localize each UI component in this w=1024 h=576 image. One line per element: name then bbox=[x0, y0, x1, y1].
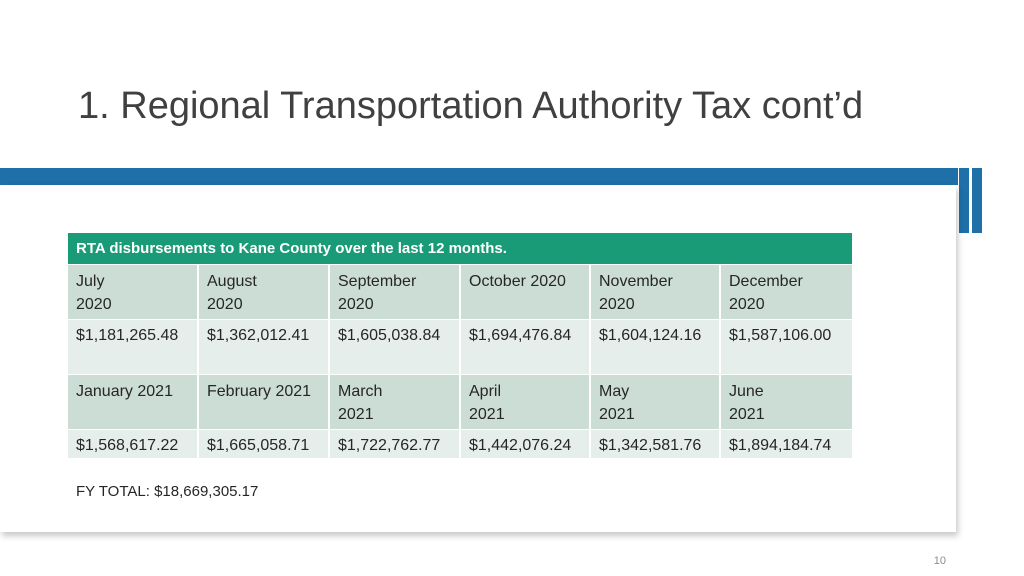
slide-title: 1. Regional Transportation Authority Tax cont’d bbox=[78, 85, 864, 127]
month-cell: August 2020 bbox=[199, 265, 330, 320]
accent-bar-left bbox=[959, 168, 969, 233]
month-cell: December 2020 bbox=[721, 265, 852, 320]
month-cell: January 2021 bbox=[68, 375, 199, 430]
amount-cell: $1,362,012.41 bbox=[199, 320, 330, 375]
table-row-amounts-h2 bbox=[68, 430, 852, 459]
header-divider-bar bbox=[0, 168, 958, 185]
month-cell: April 2021 bbox=[461, 375, 591, 430]
month-cell: March 2021 bbox=[330, 375, 461, 430]
table-row-months-h1 bbox=[68, 265, 852, 320]
month-cell: February 2021 bbox=[199, 375, 330, 430]
table-row-amounts-h1 bbox=[68, 320, 852, 375]
month-cell: October 2020 bbox=[461, 265, 591, 320]
month-cell: May 2021 bbox=[591, 375, 721, 430]
month-cell: July 2020 bbox=[68, 265, 199, 320]
table-caption: RTA disbursements to Kane County over the last 12 months. bbox=[68, 233, 852, 265]
amount-cell: $1,568,617.22 bbox=[68, 430, 199, 459]
amount-cell: $1,605,038.84 bbox=[330, 320, 461, 375]
amount-cell: $1,604,124.16 bbox=[591, 320, 721, 375]
month-cell: June 2021 bbox=[721, 375, 852, 430]
table-row-months-h2 bbox=[68, 375, 852, 430]
disbursement-table bbox=[68, 233, 852, 459]
month-cell: November 2020 bbox=[591, 265, 721, 320]
amount-cell: $1,181,265.48 bbox=[68, 320, 199, 375]
amount-cell: $1,722,762.77 bbox=[330, 430, 461, 459]
slide-number: 10 bbox=[933, 555, 946, 567]
amount-cell: $1,342,581.76 bbox=[591, 430, 721, 459]
accent-bar-right bbox=[972, 168, 982, 233]
fy-total-label: FY TOTAL: $18,669,305.17 bbox=[76, 483, 259, 500]
month-cell: September 2020 bbox=[330, 265, 461, 320]
table-caption-row bbox=[68, 233, 852, 265]
amount-cell: $1,442,076.24 bbox=[461, 430, 591, 459]
amount-cell: $1,894,184.74 bbox=[721, 430, 852, 459]
amount-cell: $1,694,476.84 bbox=[461, 320, 591, 375]
amount-cell: $1,587,106.00 bbox=[721, 320, 852, 375]
amount-cell: $1,665,058.71 bbox=[199, 430, 330, 459]
